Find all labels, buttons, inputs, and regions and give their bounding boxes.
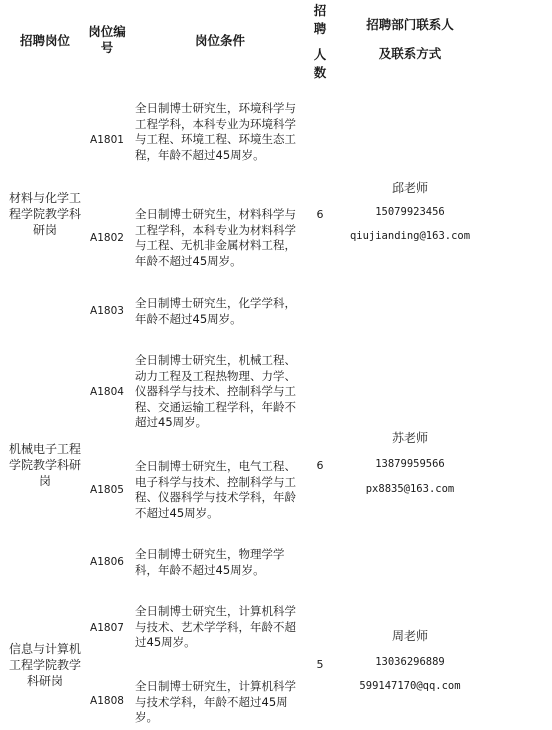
header-conditions: 岗位条件: [194, 33, 245, 48]
position-conditions: 全日制博士研究生，物理学学科，年龄不超过45周岁。: [135, 547, 285, 577]
position-conditions: 全日制博士研究生，计算机科学与技术学科，年龄不超过45周岁。: [135, 679, 296, 724]
contact-phone: 15079923456: [375, 206, 445, 218]
position-conditions: 全日制博士研究生，计算机科学与技术、艺术学学科，年龄不超过45周岁。: [135, 604, 296, 649]
header-contact-line1: 招聘部门联系人: [366, 17, 454, 32]
contact-email: qiujianding@163.com: [349, 230, 471, 242]
position-code: A1806: [90, 556, 124, 568]
position-conditions: 全日制博士研究生，材料科学与工程学科，本科专业为材料科学与工程、无机非金属材料工程，年龄不超过45周岁。: [135, 207, 296, 268]
position-conditions: 全日制博士研究生，机械工程、动力工程及工程热物理、力学、仪器科学与技术、控制科学与工程、交通运输工程学科，年龄不超过45周岁。: [135, 353, 296, 429]
contact-block: [325, 430, 495, 495]
headcount-value: 5: [316, 658, 324, 671]
contact-email: 599147170@qq.com: [359, 680, 461, 692]
header-headcount-char: 人: [313, 47, 327, 62]
contact-name: 苏老师: [391, 431, 428, 445]
header-headcount-char: 聘: [313, 21, 327, 36]
position-code: A1804: [90, 386, 124, 398]
header-contact-line2: 及联系方式: [378, 46, 442, 61]
headcount-value: 6: [316, 208, 324, 221]
contact-email: px8835@163.com: [365, 483, 455, 495]
contact-phone: 13036296889: [375, 656, 445, 668]
header-headcount-char: 招: [313, 3, 327, 18]
department-name: 机械电子工程学院教学科研岗: [8, 442, 81, 488]
position-code: A1805: [90, 484, 124, 496]
contact-name: 邱老师: [391, 181, 428, 195]
position-code: A1808: [90, 695, 124, 707]
department-name: 信息与计算机工程学院教学科研岗: [8, 642, 81, 688]
position-code: A1801: [90, 134, 124, 146]
position-code: A1803: [90, 305, 124, 317]
department-name: 材料与化学工程学院教学科研岗: [8, 191, 81, 237]
headcount-value: 6: [316, 459, 324, 472]
contact-phone: 13879959566: [375, 458, 445, 470]
position-conditions: 全日制博士研究生，电气工程、电子科学与技术、控制科学与工程、仪器科学与技术学科，年龄不超过45周岁。: [135, 459, 296, 520]
contact-block: [325, 180, 495, 242]
header-code: 岗位编号: [88, 24, 126, 55]
contact-name: 周老师: [391, 629, 428, 643]
header-headcount: [311, 2, 329, 82]
header-headcount-char: 数: [313, 65, 327, 80]
position-code: A1807: [90, 622, 124, 634]
header-position: 招聘岗位: [19, 33, 70, 48]
contact-block: [325, 628, 495, 692]
position-code: A1802: [90, 232, 124, 244]
position-conditions: 全日制博士研究生，化学学科，年龄不超过45周岁。: [135, 296, 296, 326]
position-conditions: 全日制博士研究生，环境科学与工程学科，本科专业为环境科学与工程、环境工程、环境生态工程，年龄不超过45周岁。: [135, 101, 296, 162]
